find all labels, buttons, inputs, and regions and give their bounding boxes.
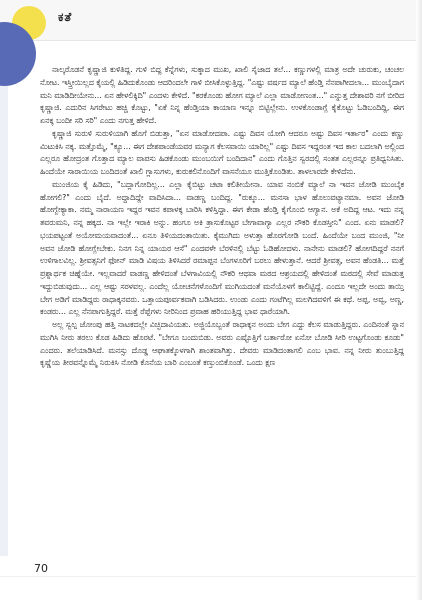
story-text [40, 64, 404, 548]
page-number: 70 [34, 562, 48, 575]
paragraph: ನಾಲ್ಕರೊಡನೆ ಕೃಷ್ಣಾಜಿ ಕುಳಿತಿದ್ದ. ಗುಳಿ ಬಿದ್ದ ಕೆನ್ನೆಗಳು, ಸುಕ್ಕಾದ ಮುಖ, ಖಾಲಿ ಸೈಜಾದ ತಲೆ... ಕಣ್ಣುಗಳಲ್ಲಿ ಮಾತ್ರ ಅದೇ ಚುರುಕು, ಚಂಚಲ ನೋಟ. ಇಸ್ತ್ರೀಯಿಲ್ಲದ ಕೈಯಲ್ಲಿ ಹಿಡಿದುಕೊಂಡು ಆದರಿಂದಲೇ ಗಾಳಿ ಬೀಸಿಕೊಳ್ಳುತ್ತಿದ್ದ. "ಎಷ್ಟು ವರ್ಷದ ಮ್ಯಾಲೆ ಹೆಂಡ್ತಿ ನೆನಪಾಗೀದಲಾ... ಮುಂಬೈದಾಗ ಮನಿ ಮಾಡಿದೀಯೇನು... ಏನ ಹೇಳಲಿಕ್ಕಿದಿ" ಎಂದಳು ಕೇಳಿದೆ. "ಕರಕೊಂಡು ಹೋಗ ಮ್ಯಾಲೆ ಎಲ್ಲಾ ಮಾಡೋಣಂತ..." ಎನ್ನುತ್ತ ದೇಶಾವರಿ ನಗೆ ಬೀರಿದ ಕೃಷ್ಣಾಜಿ. ಎದುರಿನ ಸಿಗರೇಟು ಹಚ್ಚಿ ಕೊಟ್ಟು, "ಏಕೆ ನಿನ್ನ ಹೆಂಡ್ತಿಯಾ ಕಾಯಾಣ ಇನ್ನೂ ಬಿಟ್ಟಿಲ್ಲೇನು. ಉಳಕೊಂಡಾಗ್ಲೆ ಕೈಕೊಟ್ಟು ಓಡಿಬಂದಿದ್ದಿ, ಈಗ ಏನಕ್ಕ ಬಂದೀ ಸರಿ ಸರಿ" ಎಂದು ನಗುತ್ತ ಹೇಳಿದೆ. [40, 65, 404, 125]
spine-shadow [416, 0, 422, 600]
paragraph: ಮುಂಜಿಯ ಕೈ ಹಿಡಿದು, "ಬದ್ಲಾಗೋದಿಲ್ಲ... ಎಲ್ಲಾ ಕೈಬಿಟ್ಟು ಚಟಾ ಕಲಿತೀಯೇನಾ. ಯಾವ ನಂಬಿಕೆ ಮ್ಯಾಲೆ ನಾ ಇವನ ಜೋಡಿ ಮುಂಬೈಕ ಹೋಗಲಿ?" ಎಂದು ಬೈದೆ. ಅದ್ದಾದಿದ್ದೇ ವಾದಿಸಿದಾ... ವಾಡಣ್ಣ ಬಂದಿದ್ದ. "ರುಕ್ಕೂ... ಮನಸಾ ಭಾಳ ಹೊಲುವಟ್ಯಾನಮಾ. ಅವನ ಜೋಡಿ ಹೋಗ್ಬೇಕ್ಯಾಕಾ. ನಮ್ಮ ನಾರಾಯಣ ಇದ್ದರ ಇವನ ಕಪಾಳಕ್ಕ ಬಾರಿಸಿ ಕಳಿಸ್ತಿದ್ದಾ. ಈಗ ಕೇಡಾ ಹೆಂಡ್ತಿ ಕೈಗೊಂಬಿ ಆಗ್ಯಾನ. ಅಕೆ ಅದಿದ್ದ ಆಟ. ಇದು ನನ್ನ ತವರುಮನಿ, ನನ್ನ ಹಕ್ಕದ. ನಾ ಇಲ್ಲೇ ಇರಾಕಿ ಅನ್ನು. ಹಂಗೂ ಅಕಿ ತ್ರಾಸುಕೊಟ್ಟರ ಬೇಗಾವಾಗ್ಯಾ ಎಲ್ಲರ ನೌಕರಿ ಕೊಡಸ್ತೀನಿ" ಎಂದ. ಏನು ಮಾಡಲಿ? ಭಯಪಟ್ಟಂತೆ ಅಯೋಮಯವಾದಂತೆ... ಏನೂ ತಿಳಿಯದಂತಾಯಿತು. ಕೈಮುಗಿದು ಅಳುತ್ತಾ ಹೊರಗೋಡಿ ಬಂದೆ. ಹಿಂದೆಯೇ ಬಂದ ಮುಂಜಿ, "ನೀ ಅವನ ಜೋಡಿ ಹೋಗ್ಲೇಬೇಕು. ನಿನಗ ನಿನ್ನ ಯಾಯರ ಆಸೆ" ಎಂದವಳೇ ಬೆರಳಿನಲ್ಲಿ ಬೆಟ್ಟು ಓಡಿಹೋದಳು. ನಾನೇನು ಮಾಡಲಿ? ಹೋಗದಿದ್ದರೆ ನನಗೆ ಉಳಿಗಾಲವಿಲ್ಲ. ಶ್ರೀವತ್ಸನಿಗೆ ಫೋನ್ ಮಾಡಿ ವಿಷಯ ತಿಳಿಸಿದರೆ ರಮಾಪ್ಪನ ಬೆಂಗಳೂರಿಗೆ ಬರಲು ಹೇಳುತ್ತಾನೆ. ಆದರೆ ಶ್ರೀವತ್ಸ, ಅವನ ಹೆಂಡತಿ... ಮತ್ತೆ ಪ್ರಶ್ನಾರ್ಥಕ ಚಿಹ್ನೆಯೇ. ಇಲ್ಲವಾದರೆ ವಾಡಣ್ಣ ಹೇಳಿದಂತೆ ಬೆಳಗಾವಿಯಲ್ಲಿ ನೌಕರಿ ಆಥವಾ ಮಠದ ಆಶ್ರಯದಲ್ಲಿ ಹೇಳಿದಂತೆ ಮಠದಲ್ಲಿ ಸೇವೆ ಮಾಡುತ್ತ ಇದ್ದುಬಿಡುವುದು... ಎಲ್ಲ ಆಷ್ಟು ಸರಳವಲ್ಲ. ಎಂದೆಲ್ಲ ಯೋಚನೆಗಳೊಂದಿಗೆ ಮುಗಿಯದಂತೆ ಮನೆಯೊಳಗೆ ಕಾಲಿಟ್ಟಿದ್ದೆ. ಎಂದೂ ಇಲ್ಲದೇ ಅಂದು ತಾಯ್ತಿ ಬೇಗ ಅಡಿಗೆ ಮಾಡಿದ್ದರು ರಾಧಾಕ್ಕನವರು. ಒತ್ತಾಯಪೂರ್ವಕವಾಗಿ ಬಡಿಸಿದರು. ಉಂಡು ಎಂದು ಗಂಟೆಗಿಲ್ಲ ಮಲಗಿದವಳಿಗೆ ಈ ಕಥೆ. ಅಪ್ಪ, ಅವ್ವ, ಅಣ್ಣ, ಕಂಡರು... ಎಲ್ಲ ನೆನಪಾಗುತ್ತಿದ್ದರೆ. ಮತ್ತೆ ರೆಪ್ಪೆಗಳು ನೀರಿನಿಂದ ಪ್ರವಾಹ ಹರಿಯುತ್ತಿದ್ದ ಭಾವ ಧಾರೆಯಾಗಿ. [40, 179, 404, 317]
footer-rule [0, 576, 422, 577]
paragraph: ಅಲ್ಲ ಸ್ವಲ್ಪ ಜೋಂಪು ಹತ್ತಿ ನಾಟಕದಲ್ಲೇ ವಿಚ್ಛಿದಾವಿಯತು. ಅಜ್ಜಿಯೊಬ್ಬಂತೆ ರಾಧಾಕ್ಕನ ಅಂದು ಬೇಗ ಎದ್ದು ಕೆಲಸ ಮಾಡುತ್ತಿದ್ದರು. ಎಂದಿನಂತೆ ಸ್ನಾನ ಮುಗಿಸಿ ನೀರು ತರಲು ಕೊಡ ಹಿಡಿದು ಹೊರಟೆ. "ಬೇಗೂ ಬಂದುಬಿಡು. ಅವರು ಎಷ್ಟೊತ್ತಿಗೆ ಬರ್ತಾರೋ ಏನೋ ಬೋಡಿ ಸೀರಿ ಉಟ್ಟಗೊಂಡು ಕೂಡು" ಎಂದರು. ತಲೆಯಾಡಿಸಿದೆ. ಮನಸ್ಸು ದೊಡ್ಡ ಆಘಾತಕ್ಕೊಳಗಾಗಿ ಶಾಂತವಾಗಿತ್ತು. ದೇವರು ಮಾಡಿದಂತಾಗಲಿ ಎಂಬ ಭಾವ. ನನ್ನ ನೀರು ತುಂಬುತ್ತಿದ್ದ ಕೃಷ್ಣೆಯ ತೀರವನ್ನೊಮ್ಮೆ ನಿರುಕಿಸಿ ನೋಡಿ ಕೊನೆಯ ಬಾರಿ ಎಂಬಂತೆ ಕಣ್ತುಂಬಿಕೊಂಡೆ. ಒಂದು ಕ್ಷಣ [40, 320, 404, 368]
paragraph: ಕೃಷ್ಣಾಜಿ ಸುರುಳಿ ಸುರುಳಿಯಾಗಿ ಹೊಗೆ ಬಿಡುತ್ತಾ, "ಏನ ಮಾಡೋದಪಾ. ಎಷ್ಟು ದಿವಸ ಯೋಗಿ ಆದರೂ ಅಷ್ಟು ದಿವಸ ಇರ್ತಾರ" ಎಂದು ಕಣ್ಣು ಮಿಟುಕಿಸಿ ನಕ್ಕ. ಮತ್ತೊಮ್ಮೆ, "ಕ್ಯೂ... ಈಗ ದೇಶಪಾಂಡೆಯವರ ಮನ್ಯಾಗ ಕೆಲಸವಾಯಿ ಯಾರಿಲ್ಲ" ಎಷ್ಟು ದಿವಸ ಇದ್ದರಂತ ಇದ ಕಾಲ ಬದಲಾಗಿ ಅಲ್ಲಿಂದ ಎಲ್ಲರೂ ಹೋದ್ರಂತ ಗೊತ್ತಾದ ಮ್ಯಾಲ ವಾಪಸು ಹಿಡಕೊಂಡು ಮುಂಬಯಿಗೆ ಬಂದಿದಾನ" ಎಂದು ಗೊತ್ತಿನ ಸ್ವರದಲ್ಲಿ ಸಂತತ ಎಲ್ಲರನ್ನೂ ಪ್ರತಿಧ್ವನಿಸಿತು. ಹಿಂದೆಯೇ ಸಾರಾಯಿಯ ಬಂದಿದಂತೆ ಖಾಲಿ ಗ್ಲಾಸುಗಳು, ಕುರುಕಲಿನೊಂದಿಗೆ ವಾಸನೆಯೂ ಮುತ್ತಿಕೊಂಡಿತು. ತಾಳಲಾರದೇ ಕೇಳಿದೆನು. [40, 128, 404, 176]
margin-stripe-decoration [0, 86, 8, 556]
section-title: ಕತೆ [58, 10, 73, 24]
